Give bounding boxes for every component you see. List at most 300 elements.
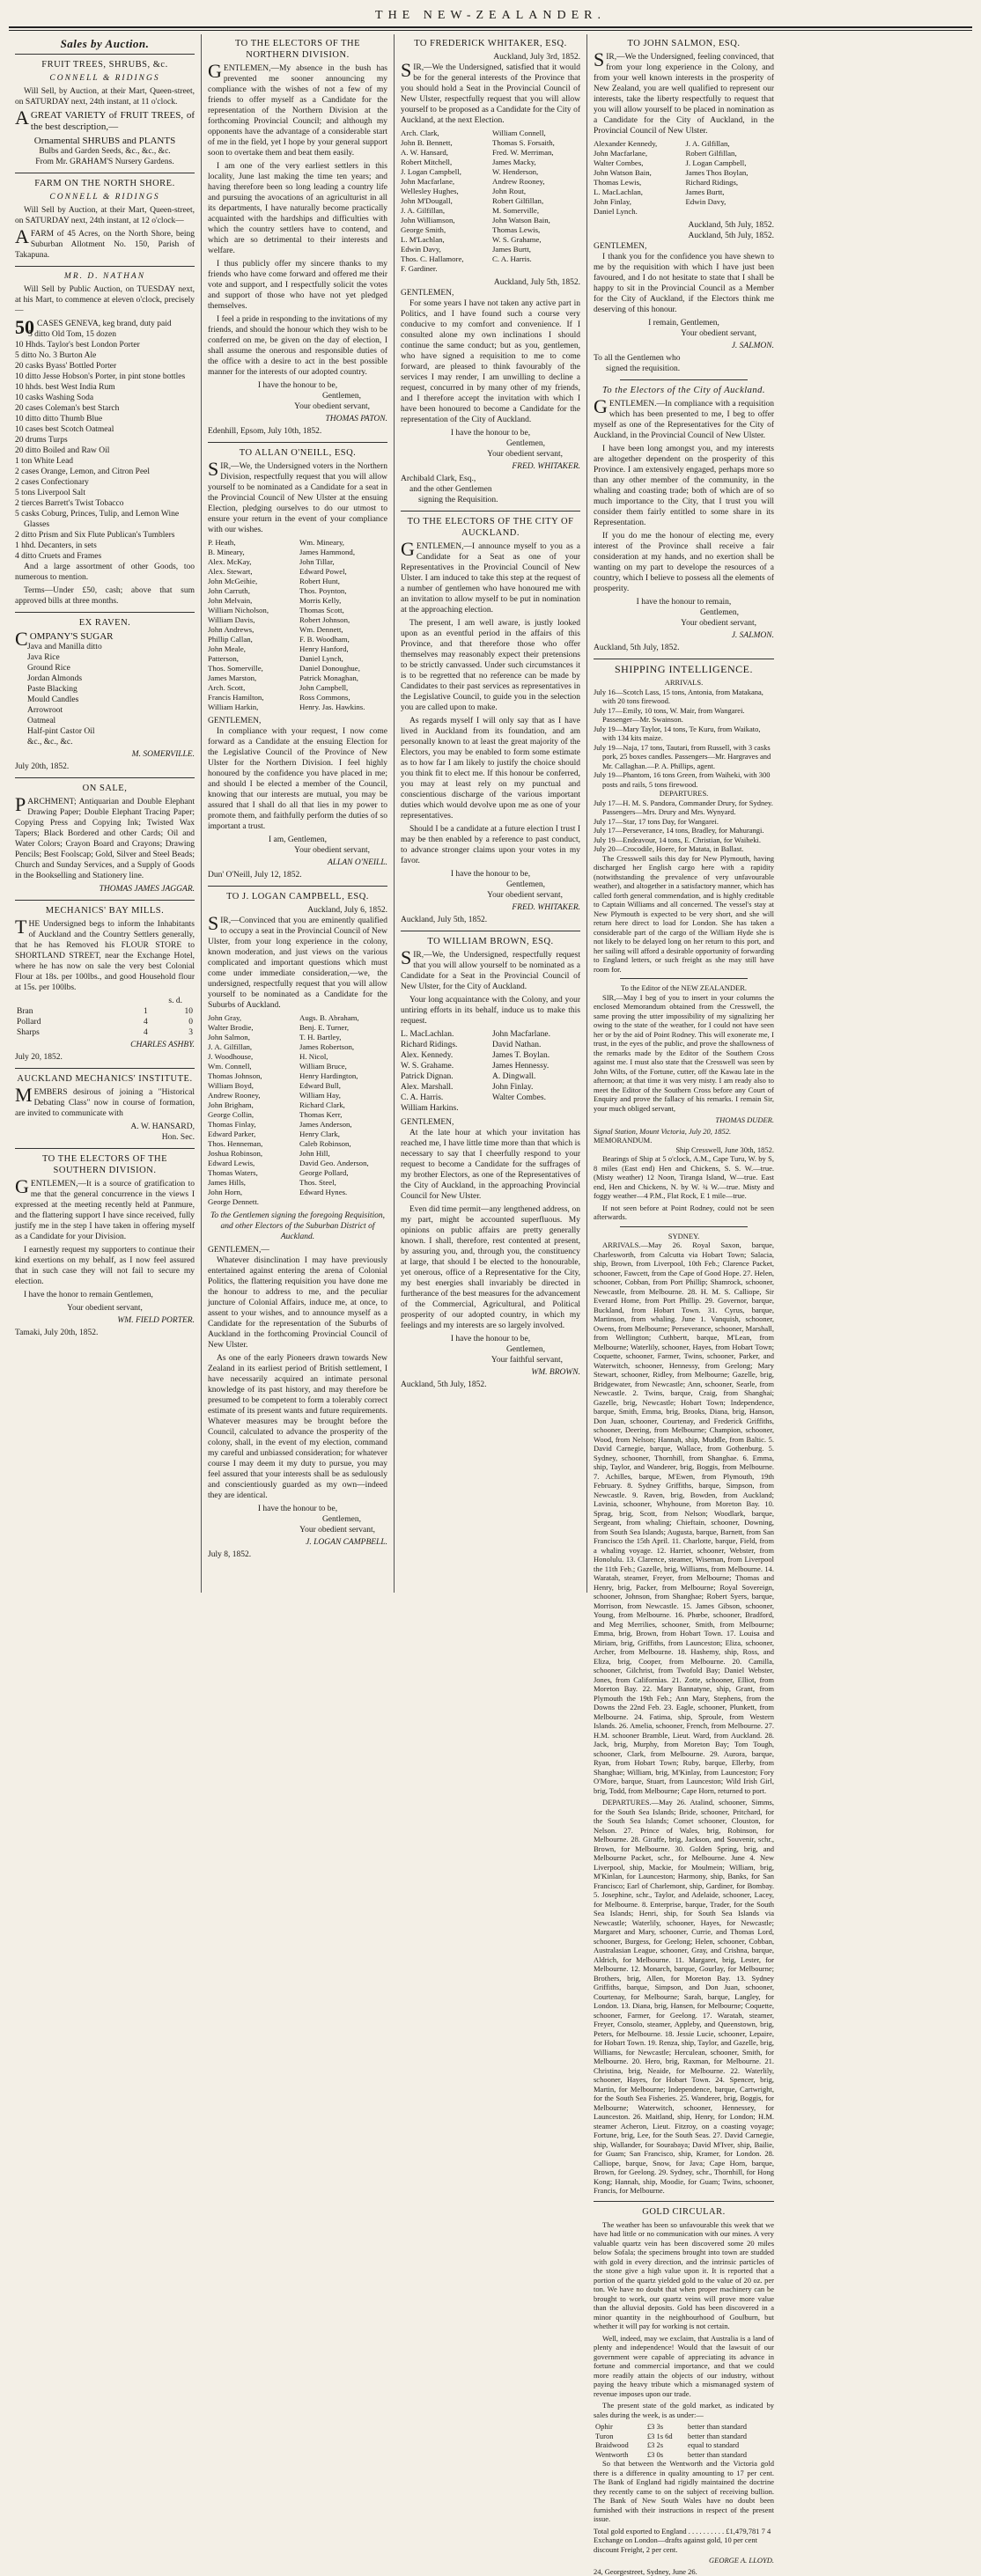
north-close-3: Your obedient servant, <box>208 401 387 412</box>
nathan-item: 5 ditto No. 3 Burton Ale <box>15 350 195 361</box>
signatory-name: Andrew Rooney, <box>492 177 580 187</box>
city-close-1: I have the honour to be, <box>401 869 580 880</box>
fruit-variety: AGREAT VARIETY of FRUIT TREES, of the best description,— <box>15 110 195 133</box>
price-item: Pollard <box>15 1017 120 1027</box>
signatory-name: Robert Johnson, <box>299 615 387 625</box>
oneill-paragraph: SIR,—We, the Undersigned voters in the Northern Division, respectfully request that you will allow yourself to be nominated as a Candidate for a seat in the Provincial Council of New Ulster at the ensuing Election, pledging ourselves to do our utmost to ensure your return in the event of your compliance with our wishes. <box>208 461 387 535</box>
salmon-city-paragraph-2: I have been long amongst you, and my interests are altogether dependent on the prosperity of this Province. I am extensively engaged, perhaps more so than any other member of the community, in the whaling and coasting trade; both of which are of so much importance to the City, that I trust you will consider them fairly entitled to some share in its Representation. <box>594 444 774 528</box>
signatory-name: L. M'Lachlan, <box>401 235 489 245</box>
fruit-text: Will Sell, by Auction, at their Mart, Queen-street, on SATURDAY next, 24th instant, at 11 o'clock. <box>15 86 195 107</box>
price-row <box>15 1006 195 1017</box>
gold-field: Turon <box>594 2432 645 2441</box>
nathan-item: 10 casks Washing Soda <box>15 393 195 403</box>
arrival-entry: July 17—Emily, 10 tons, W. Mair, from Wangarei. Passenger—Mr. Swainson. <box>594 706 774 725</box>
signatory-name: C. A. Harris. <box>492 254 580 264</box>
southern-division-address <box>15 1153 195 1338</box>
salmon-city-close-2: Gentlemen, <box>594 607 774 618</box>
gold-paragraph-1: The weather has been so unfavourable this week that we have had little or no communication with our mines. A very valuable quartz vein has been discovered some 20 miles below Sofala; the specimens brought into town are studded with gold in every direction, and the intrinsic particles of the stone give a high value upon it. It is reported that a portion of the quartz yielded gold to the value of 20 oz. per ton. We have no doubt that when proper machinery can be brought to work, our quartz veins will prove more value than the alluvial deposits. Gold has been discovered in a minor quantity in the neighbourhood of Goulburn, but whether it will pay for working is not certain. <box>594 2220 774 2331</box>
signatory-name: Alexander Kennedy, <box>594 139 682 149</box>
salmon-city-signature: J. SALMON. <box>594 630 774 641</box>
signatory-name: T. H. Bartley, <box>299 1033 387 1042</box>
signatory-name: James Anderson, <box>299 1120 387 1130</box>
signatory-name: Walter Brodie, <box>208 1023 296 1033</box>
whitaker-heading: TO FREDERICK WHITAKER, ESQ. <box>401 38 580 49</box>
signatory-name: Thomas Kerr, <box>299 1110 387 1120</box>
gold-signature: GEORGE A. LLOYD. <box>594 2556 774 2565</box>
city-paragraph-4: Should I be a candidate at a future election I trust I may be then enabled by a reference to past conduct, to advance stronger claims upon your votes in my favor. <box>401 824 580 866</box>
signatory-name: James T. Boylan. <box>492 1050 580 1061</box>
signatory-name: J. A. Gilfillan, <box>401 206 489 216</box>
nathan-item: 10 ditto ditto Thumb Blue <box>15 414 195 424</box>
nathan-item: 2 cases Confectionary <box>15 477 195 488</box>
signatory-name: Edward Hynes. <box>299 1188 387 1197</box>
raven-item: Ground Rice <box>27 663 195 673</box>
signatory-name: John Tillar, <box>299 557 387 567</box>
signatory-name: A. W. Hansard, <box>401 148 489 158</box>
oneill-gentlemen: GENTLEMEN, <box>208 716 387 726</box>
brown-close-1: I have the honour to be, <box>401 1334 580 1344</box>
signatory-name: Daniel Lynch. <box>594 207 682 217</box>
salmon-heading: TO JOHN SALMON, ESQ. <box>594 38 774 49</box>
gold-address: 24, Georgestreet, Sydney, June 26. <box>594 2567 774 2576</box>
mills-text: THE Undersigned begs to inform the Inhabitants of Auckland and the Country Settlers generally, that he has Removed his FLOUR STORE to SHORTLAND STREET, near the Exchange Hotel, where he has now on sale the very best Colonial Flour at 18s. per 100lbs., and good Household flour at 15s. per 100lbs. <box>15 919 195 993</box>
signatory-name: W. S. Grahame. <box>401 1061 489 1071</box>
departure-entry: July 20—Crocodile, Hoere, for Matata, in Ballast. <box>594 844 774 854</box>
divider <box>15 612 195 613</box>
logan-date: July 8, 1852. <box>208 1549 387 1560</box>
shipping-heading: SHIPPING INTELLIGENCE. <box>594 664 774 675</box>
arrival-entry: July 19—Phantom, 16 tons Green, from Waiheki, with 300 posts and rails, 5 tons firewood. <box>594 770 774 789</box>
signatory-name: W. Henderson, <box>492 167 580 177</box>
fruit-heading: FRUIT TREES, SHRUBS, &c. <box>15 59 195 70</box>
oneill-requisition <box>208 447 387 880</box>
signatory-name: James Hammond, <box>299 548 387 557</box>
signatory-name: Edward Parker, <box>208 1130 296 1139</box>
price-value: 3 <box>150 1027 195 1038</box>
southern-paragraph-3: I have the honor to remain Gentlemen, <box>15 1290 195 1300</box>
nathan-item: 20 ditto Boiled and Raw Oil <box>15 445 195 456</box>
signatory-name <box>686 207 775 217</box>
brown-heading: TO WILLIAM BROWN, ESQ. <box>401 936 580 947</box>
signatory-name: John Watson Bain, <box>594 168 682 178</box>
signatory-name: Thomas Scott, <box>299 606 387 615</box>
signatory-name: Alex. Kennedy. <box>401 1050 489 1061</box>
north-close-1: I have the honour to be, <box>208 380 387 391</box>
whitaker-names-list <box>401 129 580 274</box>
memorandum-dateline: Ship Cresswell, June 30th, 1852. <box>594 1145 774 1155</box>
signatory-name: David Nathan. <box>492 1040 580 1050</box>
signatory-name: James Macky, <box>492 158 580 167</box>
signatory-name: Alex. McKay, <box>208 557 296 567</box>
salmon-names-list <box>594 139 774 217</box>
farm-text: Will Sell by Auction, at their Mart, Queen-street, on SATURDAY next, 24th instant, at 12 o'clock— <box>15 205 195 226</box>
divider <box>15 900 195 901</box>
raven-title: COMPANY'S SUGAR <box>15 631 195 642</box>
gold-row <box>594 2432 774 2441</box>
whitaker-close-3: Your obedient servant, <box>401 449 580 460</box>
whitaker-to-1: Archibald Clark, Esq., <box>401 474 580 484</box>
north-date: Edenhill, Epsom, July 10th, 1852. <box>208 426 387 437</box>
mechanics-text: MEMBERS desirous of joining a "Historical Debating Class" now in course of formation, are invited to communicate with <box>15 1087 195 1119</box>
brown-signature: WM. BROWN. <box>401 1367 580 1378</box>
whitaker-signature: FRED. WHITAKER. <box>401 461 580 472</box>
signatory-name: James Burtt, <box>686 188 775 197</box>
gold-price: £3 0s <box>645 2450 686 2460</box>
salmon-to-2: signed the requisition. <box>594 364 774 374</box>
price-value: 4 <box>120 1017 149 1027</box>
signatory-name: George Dennett. <box>208 1197 296 1207</box>
gold-circular <box>594 2206 774 2576</box>
signatory-name: Thomas Finlay, <box>208 1120 296 1130</box>
signatory-name: James Marston, <box>208 673 296 683</box>
gold-paragraph-2: Well, indeed, may we exclaim, that Australia is a land of plenty and independence! Would that the lawsuit of our government were capable of appreciating its advance in fortune and commercial importance, and that we could more readily attain the objects of our industry, without paying the heavy tribute which a mismanaged system of revenue imposes upon our trade. <box>594 2334 774 2399</box>
signatory-name: Augs. B. Abraham, <box>299 1013 387 1023</box>
signatory-name: John Macfarlane, <box>594 149 682 158</box>
salmon-to-1: To all the Gentlemen who <box>594 353 774 364</box>
signatory-name: Richard Ridings, <box>686 178 775 188</box>
divider <box>620 1226 748 1227</box>
city-signature: FRED. WHITAKER. <box>401 902 580 913</box>
on-sale-ad <box>15 783 195 894</box>
arrivals-heading: ARRIVALS. <box>594 678 774 688</box>
gold-field: Ophir <box>594 2422 645 2432</box>
mills-date: July 20, 1852. <box>15 1052 195 1063</box>
brown-paragraph-2: Your long acquaintance with the Colony, and your untiring efforts in its behalf, induce us to make this request. <box>401 995 580 1027</box>
southern-signature: WM. FIELD PORTER. <box>15 1315 195 1326</box>
signatory-name: Phillip Callan, <box>208 635 296 644</box>
farm-ad <box>15 178 195 261</box>
signatory-name: Wm. Connell, <box>208 1062 296 1071</box>
salmon-close-1: I remain, Gentlemen, <box>594 318 774 328</box>
columns <box>9 34 972 1593</box>
signatory-name: Walter Combes, <box>594 158 682 168</box>
mechanics-signature: A. W. HANSARD, <box>15 1122 195 1132</box>
city-heading: TO THE ELECTORS OF THE CITY OF AUCKLAND. <box>401 516 580 539</box>
signatory-name: John M'Dougall, <box>401 196 489 206</box>
signatory-name: James Hills, <box>208 1178 296 1188</box>
salmon-city-address <box>594 385 774 653</box>
city-paragraph-2: The present, I am well aware, is justly looked upon as an eventful period in the affairs of this Province, and that therefore those who offer themselves may reasonably expect their pretensions to be strictly canvassed. Under such circumstances it is to be regretted that no reference can be made by Candidates to their past services as representatives in the Legislative Council, to guide you in the selection you are called upon to make. <box>401 618 580 713</box>
whitaker-reply: For some years I have not taken any active part in Politics, and I have found such a course very conducive to my comfort and convenience. If I consulted alone my own inclinations I should continue the same conduct; but as you, gentlemen, who have signed a requisition to me to come forward, are pleased to think favourably of the services I may render, I am unwilling to decline a request, concurred in by many other of my friends, and I therefore accept the invitation with which I have been honoured to become a Candidate for the representation of the City of Auckland. <box>401 298 580 425</box>
departure-entry: July 17—Star, 17 tons Day, for Wangarei. <box>594 817 774 827</box>
column-1 <box>9 34 202 1593</box>
brown-reply-2: Even did time permit—any lengthened address, on my part, might be accounted superfluous. My opinions on public affairs are pretty generally known. I shall, therefore, rest contented at present, by assuring you, and, through you, the constituency at large, that should I be elected to the honourable, yet onerous, office of a Representative for the City, my best energies shall invariably be directed in furtherance of the best measures for the advancement of the Commercial, Agricultural, and Political prosperity of our adopted country, in which my feelings and my interests are so largely involved. <box>401 1204 580 1331</box>
departures-list <box>594 799 774 854</box>
nathan-item: 10 hhds. best West India Rum <box>15 382 195 393</box>
signatory-name: Edward Bull, <box>299 1081 387 1091</box>
signatory-name: John Rout, <box>492 187 580 196</box>
salmon-city-close-3: Your obedient servant, <box>594 618 774 629</box>
mills-heading: MECHANICS' BAY MILLS. <box>15 905 195 916</box>
price-value: 4 <box>120 1027 149 1038</box>
signatory-name: Robert Gilfillan, <box>686 149 775 158</box>
divider <box>620 978 748 979</box>
cresswell-paragraph: The Cresswell sails this day for New Plymouth, having discharged her English cargo here with a rapidity (notwithstanding the prevalence of very unfavourable weather), and altogether in a satisfactory manner, which has called forth general commendation, and is highly creditable to Captain Williams and all concerned. The vessel's stay at New Plymouth is expected to be very short, and she will return here direct to load for London. She has taken a considerable part of the cargo of the William Hyde she is not likely to be delayed long on her return to this port, and her sailing will afford a desirable opportunity of forwarding to England letters, or such freight as she may still have room for. <box>594 854 774 975</box>
oneill-heading: TO ALLAN O'NEILL, ESQ. <box>208 447 387 459</box>
salmon-city-paragraph-3: If you do me the honour of electing me, every interest of the Province shall receive a fair consideration at my hands, and no exertion shall be wanting on my part to develope the resources of a country, which I believe to possess all the elements of prosperity. <box>594 531 774 594</box>
sydney-heading: SYDNEY. <box>594 1232 774 1241</box>
divider <box>15 54 195 55</box>
salmon-signature: J. SALMON. <box>594 341 774 351</box>
farm-auctioneer: CONNELL & RIDINGS <box>15 192 195 202</box>
signatory-name: John McGeihie, <box>208 577 296 586</box>
gold-price: £3 1s 6d <box>645 2432 686 2441</box>
logan-close-3: Your obedient servant, <box>208 1525 387 1535</box>
signatory-name: Joshua Robinson, <box>208 1149 296 1159</box>
gold-paragraph-3: So that between the Wentworth and the Victoria gold there is a difference in quality amounting to 17 per cent. The Bank of England had rigidly maintained the doctrine they recently came to on the subject of receiving bullion. The Bank of New South Wales have no doubt been furnished with their instructions in respect of the present issue. <box>594 2459 774 2524</box>
mechanics-ad <box>15 1073 195 1143</box>
signatory-name: John Campbell, <box>299 683 387 693</box>
signatory-name: George Collin, <box>208 1110 296 1120</box>
divider <box>15 777 195 778</box>
nathan-item: 5 casks Coburg, Princes, Tulip, and Lemon Wine Glasses <box>15 509 195 530</box>
nathan-item: 1 hhd. Decanters, in sets <box>15 541 195 551</box>
signatory-name: William Harkin, <box>208 703 296 712</box>
signatory-name: David Geo. Anderson, <box>299 1159 387 1168</box>
signatory-name: John Brigham, <box>208 1100 296 1110</box>
gold-price: £3 2s <box>645 2440 686 2450</box>
signatory-name: John Hill, <box>299 1149 387 1159</box>
gold-heading: GOLD CIRCULAR. <box>594 2206 774 2218</box>
fruit-bulbs: Bulbs and Garden Seeds, &c., &c., &c. <box>15 146 195 157</box>
signatory-name: Edwin Davy, <box>686 197 775 207</box>
signatory-name: William Davis, <box>208 615 296 625</box>
signatory-name <box>299 1197 387 1207</box>
signatory-name: James Robertson, <box>299 1042 387 1052</box>
signatory-name: L. MacLachlan. <box>401 1029 489 1040</box>
gold-price: £3 3s <box>645 2422 686 2432</box>
brown-close-2: Gentlemen, <box>401 1344 580 1355</box>
brown-gentlemen: GENTLEMEN, <box>401 1117 580 1128</box>
raven-item: Arrowroot <box>27 705 195 716</box>
city-paragraph-3: As regards myself I will only say that as I have lived in Auckland from its foundation, and am personally known to at least the great majority of the Electors, you may be enabled to form some estimate as to how far I am likely to justify the choice should you think fit to elect me. If this honour be conferred, you may at least rely on my punctual and conscientious discharge of the various important duties which would devolve upon me as one of your representatives. <box>401 716 580 821</box>
signatory-name: Daniel Donoughue, <box>299 664 387 673</box>
divider <box>594 2201 774 2202</box>
whitaker-to-2: and the other Gentlemen <box>401 484 580 495</box>
signatory-name: Alex. Stewart, <box>208 567 296 577</box>
signatory-name: James Thos Boylan, <box>686 168 775 178</box>
divider <box>208 886 387 887</box>
signatory-name: Thos. Somerville, <box>208 664 296 673</box>
logan-signature: J. LOGAN CAMPBELL. <box>208 1537 387 1548</box>
signatory-name <box>492 264 580 274</box>
signatory-name: J. A. Gilfillan, <box>686 139 775 149</box>
signatory-name: J. Woodhouse, <box>208 1052 296 1062</box>
signatory-name: F. Gardiner. <box>401 264 489 274</box>
signatory-name: Thos. C. Hallamore, <box>401 254 489 264</box>
gold-total: Total gold exported to England . . . . . . . . . . £1,479,781 7 4 <box>594 2527 774 2536</box>
north-paragraph-3: I thus publicly offer my sincere thanks to my friends who have come forward and offered me their vote and support, and I respectfully solicit the votes and support of those who have not yet pledged themselves. <box>208 259 387 312</box>
raven-item: Half-pint Castor Oil <box>27 726 195 737</box>
signatory-name: Wellesley Hughes, <box>401 187 489 196</box>
masthead: THE NEW-ZEALANDER. <box>9 7 972 25</box>
masthead-rule <box>9 26 972 31</box>
editor-heading: To the Editor of the NEW ZEALANDER. <box>594 983 774 993</box>
oneill-close-2: Your obedient servant, <box>208 845 387 856</box>
city-electors-address <box>401 516 580 925</box>
oneill-reply: In compliance with your request, I now come forward as a Candidate at the ensuing Election for the Legislative Council of the Province of New Ulster for the Northern Division. I feel highly honoured by the confidence you have placed in me; and should I be elected a member of the Council, knowing that our interests are mutual, you may be assured that I shall do all that lies in my power to promote them, and faithfully perform the duties of so important a trust. <box>208 726 387 832</box>
signatory-name: A. Dingwall. <box>492 1071 580 1082</box>
editor-signature: THOMAS DUDER. <box>594 1115 774 1125</box>
whitaker-requisition <box>401 38 580 505</box>
signatory-name: Walter Combes. <box>492 1093 580 1103</box>
raven-ad <box>15 617 195 772</box>
gold-note: better than standard <box>686 2432 774 2441</box>
signatory-name: Andrew Rooney, <box>208 1091 296 1100</box>
signatory-name: Henry. Jas. Hawkins. <box>299 703 387 712</box>
logan-names-list <box>208 1013 387 1207</box>
signatory-name: F. B. Woodham, <box>299 635 387 644</box>
city-close-3: Your obedient servant, <box>401 890 580 901</box>
departure-entry: July 19—Endeavour, 14 tons, E. Christian, for Waiheki. <box>594 835 774 845</box>
raven-item: Paste Blacking <box>27 684 195 695</box>
brown-date: Auckland, 5th July, 1852. <box>401 1380 580 1390</box>
signatory-name: B. Mineary, <box>208 548 296 557</box>
signatory-name: Wm. Mineary, <box>299 538 387 548</box>
raven-item: Oatmeal <box>27 716 195 726</box>
signatory-name: William Hay, <box>299 1091 387 1100</box>
north-paragraph-2: I am one of the very earliest settlers in this locality, June last making the time ten years; and having therefore been so long leading a country life and pursuing the avocations of an agriculturist in all its departments, I have naturally become practically acquainted with the hardships and difficulties with which the country settlers have to contend, and which are so detrimental to their interests and welfare. <box>208 161 387 256</box>
raven-heading: EX RAVEN. <box>15 617 195 629</box>
nathan-first-item <box>15 319 195 329</box>
logan-dateline: Auckland, July 6, 1852. <box>208 905 387 916</box>
memorandum-text: Bearings of Ship at 5 o'clock, A.M., Cape Turu, W. by S, 8 miles (East end) Hen and Chickens, S. S. W.—true. (Misty weather) 12 Noon, Tiranga Island, W—true. East end, Hen and Chickens, N. by W. ¾ W.—true. Misty and foggy weather—4 P.M., Flat Rock, E 1 mile—true. <box>594 1154 774 1201</box>
nathan-item: 5 ditto Old Tom, 15 dozen <box>15 329 195 340</box>
nathan-item: 2 cases Orange, Lemon, and Citron Peel <box>15 467 195 477</box>
fruit-ornamental: Ornamental SHRUBS and PLANTS <box>15 136 195 146</box>
signatory-name: John B. Bennett, <box>401 138 489 148</box>
nathan-item: 10 Hhds. Taylor's best London Porter <box>15 340 195 350</box>
signatory-name: John Meale, <box>208 644 296 654</box>
salmon-city-close-1: I have the honour to remain, <box>594 597 774 607</box>
signatory-name: John Gray, <box>208 1013 296 1023</box>
salmon-dateline-2: Auckland, 5th July, 1852. <box>594 231 774 241</box>
nathan-first-text: CASES GENEVA, keg brand, duty paid <box>37 320 172 328</box>
southern-paragraph-2: I earnestly request my supporters to continue their kind exertions on my behalf, as I now feel assured that in such case they will not fail to secure my election. <box>15 1245 195 1287</box>
raven-signature: M. SOMERVILLE. <box>15 749 195 760</box>
nathan-item: 10 ditto Jesse Hobson's Porter, in pint stone bottles <box>15 372 195 382</box>
logan-reply-1: Whatever disinclination I may have previously entertained against entering the arena of Colonial Politics, the flattering requisition you have done me the honour to address to me, and the peculiar juncture of Colonial Affairs, induce me, at once, to assent to your wishes, and to announce myself as a Candidate for the representation of the Suburbs of Auckland in the forthcoming Provincial Council of New Ulster. <box>208 1255 387 1351</box>
raven-date: July 20th, 1852. <box>15 762 195 772</box>
signatory-name: Robert Hunt, <box>299 577 387 586</box>
nathan-item: 2 tierces Barrett's Twist Tobacco <box>15 498 195 509</box>
nathan-item: 20 drums Turps <box>15 435 195 445</box>
signatory-name: Wm. Dennett, <box>299 625 387 635</box>
salmon-city-heading: To the Electors of the City of Auckland. <box>594 385 774 396</box>
nathan-item: 20 casks Byass' Bottled Porter <box>15 361 195 372</box>
salmon-paragraph: SIR,—We the Undersigned, feeling convinced, that from your long experience in the Colony, and from your well known interests in the prosperity of New Zealand, you are well qualified to represent our interests, take the liberty respectfully to request that you will allow yourself to be placed in nomination as a Candidate for the City of Auckland, in the Provincial Council of New Ulster. <box>594 52 774 136</box>
north-paragraph-1: GENTLEMEN,—My absence in the bush has prevented me sooner announcing my compliance with the wishes of not a few of my friends to offer myself as a Candidate for the representation of the Northern Division at the forthcoming Provincial Council; and although my opponents have the advantage of a considerable start of me in the field, yet I hope by your general support soon to overtake them and beat them easily. <box>208 63 387 158</box>
on-sale-text: PARCHMENT; Antiquarian and Double Elephant Drawing Paper; Double Elephant Tracing Paper; Copying Press and Copying Ink; Twisted Wax Tapers; Black Bordered and other Cards; Oil and Water Colors; Crayon Board and Crayons; Drawing Pencils; Best Foolscap; Gold, Silver and Steel Beads; Church and Sunday Services, and a Supply of Goods in the Bookselling and Stationery line. <box>15 797 195 881</box>
memorandum-text-2: If not seen before at Point Rodney, could not be seen afterwards. <box>594 1203 774 1222</box>
signatory-name: Francis Hamilton, <box>208 693 296 703</box>
signatory-name: Morris Kelly, <box>299 596 387 606</box>
gold-table-intro: The present state of the gold market, as indicated by sales during the week, is as under:— <box>594 2401 774 2419</box>
north-heading: TO THE ELECTORS OF THE NORTHERN DIVISION. <box>208 38 387 61</box>
signatory-name: J. Logan Campbell, <box>686 158 775 168</box>
signatory-name: Alex. Marshall. <box>401 1082 489 1093</box>
brown-names-list <box>401 1029 580 1114</box>
salmon-reply: I thank you for the confidence you have shewn to me by the requisition with which I have just been favoured, and I do not hesitate to state that I shall be happy to sit in the Provincial Council as a Member for the City of Auckland, if the Electors think me deserving of this honour. <box>594 252 774 315</box>
signatory-name: John Finlay. <box>492 1082 580 1093</box>
nathan-item: 1 ton White Lead <box>15 456 195 467</box>
signatory-name: Benj. E. Turner, <box>299 1023 387 1033</box>
signatory-name: George Smith, <box>401 225 489 235</box>
southern-paragraph-1: GENTLEMEN,—It is a source of gratification to me that the general concurrence in the views I expressed at the meeting recently held at Panmure, and the flattering support I have since received, fully justify me in the step I have taken in offering myself as a Candidate for your Division. <box>15 1179 195 1242</box>
nathan-first-number: 50 <box>15 319 34 336</box>
divider <box>620 379 748 380</box>
nathan-item: 4 ditto Cruets and Frames <box>15 551 195 562</box>
nathan-item: 10 cases best Scotch Oatmeal <box>15 424 195 435</box>
signatory-name: John Finlay, <box>594 197 682 207</box>
signatory-name: William Boyd, <box>208 1081 296 1091</box>
signatory-name: Richard Ridings. <box>401 1040 489 1050</box>
departure-entry: July 17—Perseverance, 14 tons, Bradley, for Mahurangi. <box>594 826 774 835</box>
signatory-name: Robert Mitchell, <box>401 158 489 167</box>
gold-field: Braidwood <box>594 2440 645 2450</box>
gold-price-table <box>594 2422 774 2459</box>
arrival-entry: July 19—Naja, 17 tons, Tautari, from Russell, with 3 casks pork, 25 boxes candles. Passengers—Mr. Hargraves and Mr. Callaghan.—P. A. Phillips, agent. <box>594 743 774 771</box>
signatory-name: Arch. Clark, <box>401 129 489 138</box>
logan-heading: TO J. LOGAN CAMPBELL, ESQ. <box>208 891 387 902</box>
signatory-name: Thomas Waters, <box>208 1168 296 1178</box>
signatory-name: James Hennessy. <box>492 1061 580 1071</box>
gold-note: better than standard <box>686 2422 774 2432</box>
price-value: 1 <box>120 1006 149 1017</box>
signatory-name: Thos. Henneman, <box>208 1139 296 1149</box>
signatory-name: Thos. Poynton, <box>299 586 387 596</box>
oneill-names-list <box>208 538 387 712</box>
signatory-name <box>492 1103 580 1114</box>
signatory-name: George Pollard, <box>299 1168 387 1178</box>
gold-row <box>594 2422 774 2432</box>
price-item: Sharps <box>15 1027 120 1038</box>
nathan-tail: And a large assortment of other Goods, too numerous to mention. <box>15 562 195 583</box>
logan-campbell-requisition <box>208 891 387 1560</box>
signatory-name: Edward Lewis, <box>208 1159 296 1168</box>
signatory-name: John Horn, <box>208 1188 296 1197</box>
signatory-name: John Salmon, <box>208 1033 296 1042</box>
editor-place: Signal Station, Mount Victoria, July 20, 1852. <box>594 1127 774 1137</box>
salmon-city-paragraph-1: GENTLEMEN.—In compliance with a requisition which has been presented to me, I beg to offer myself as one of the Representatives for the City of Auckland, in the Provincial Council of New Ulster. <box>594 399 774 441</box>
divider <box>208 442 387 443</box>
southern-date: Tamaki, July 20th, 1852. <box>15 1328 195 1338</box>
logan-gentlemen: GENTLEMEN,— <box>208 1245 387 1255</box>
signatory-name: Thomas S. Forsaith, <box>492 138 580 148</box>
gold-row <box>594 2450 774 2460</box>
salmon-gentlemen: GENTLEMEN, <box>594 241 774 252</box>
raven-item: Java Rice <box>27 652 195 663</box>
signatory-name: John Andrews, <box>208 625 296 635</box>
signatory-name: Daniel Lynch, <box>299 654 387 664</box>
gold-field: Wentworth <box>594 2450 645 2460</box>
column-4 <box>587 34 780 1593</box>
gold-note: equal to standard <box>686 2440 774 2450</box>
mills-signature: CHARLES ASHBY. <box>15 1040 195 1050</box>
nathan-item: 20 cases Coleman's best Starch <box>15 403 195 414</box>
signatory-name: Arch. Scott, <box>208 683 296 693</box>
signatory-name: Ross Commons, <box>299 693 387 703</box>
signatory-name: L. MacLachlan, <box>594 188 682 197</box>
whitaker-close-2: Gentlemen, <box>401 438 580 449</box>
raven-item: &c., &c., &c. <box>27 737 195 747</box>
nathan-items-list <box>15 329 195 562</box>
divider <box>15 1068 195 1069</box>
brown-reply-1: At the late hour at which your invitation has reached me, I have little time more than that which is necessary to say that I cheerfully respond to your request to become a Candidate for the suffrages of my brother Electors, as one of the Representatives of the City of Auckland, in the approaching Provincial Council for New Ulster. <box>401 1128 580 1202</box>
signatory-name: John Melvain, <box>208 596 296 606</box>
signatory-name: Patterson, <box>208 654 296 664</box>
nathan-heading: MR. D. NATHAN <box>15 271 195 282</box>
